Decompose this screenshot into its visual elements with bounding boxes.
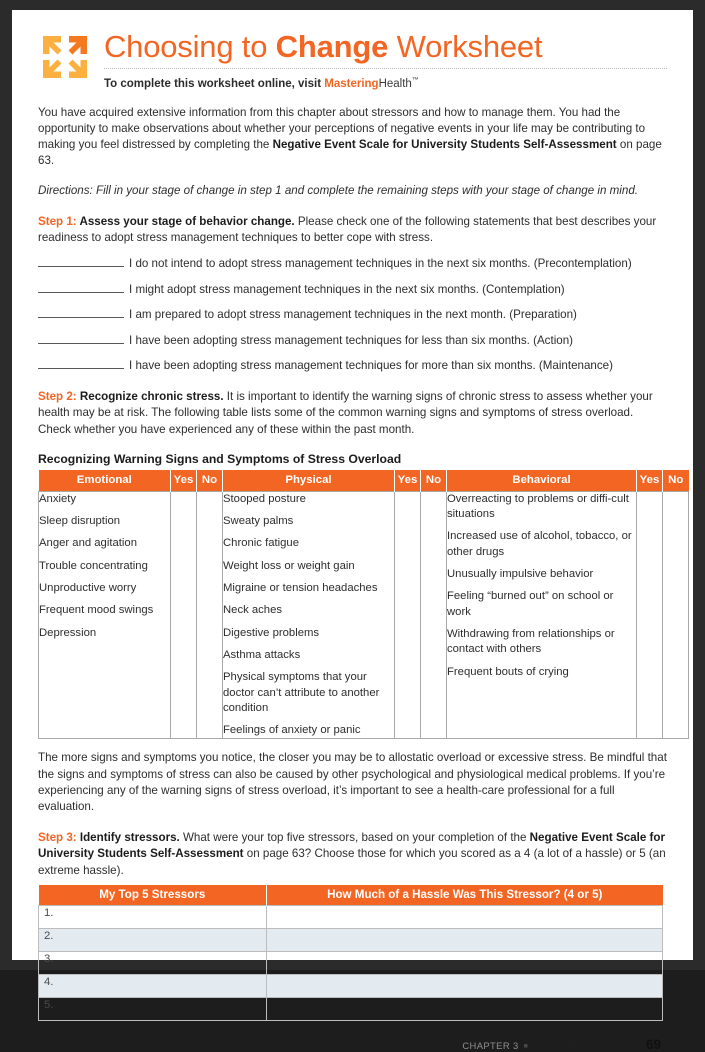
list-item: Frequent bouts of crying bbox=[447, 665, 569, 678]
step-3-block bbox=[38, 830, 667, 879]
list-item: Anxiety bbox=[39, 492, 77, 505]
list-item: Unusually impulsive behavior bbox=[447, 568, 594, 581]
list-item: Chronic fatigue bbox=[223, 537, 299, 550]
stage-option-blank-1[interactable] bbox=[38, 255, 124, 267]
trademark-symbol: ™ bbox=[411, 77, 419, 84]
stressor-number-cell[interactable]: 2. bbox=[39, 928, 267, 951]
stage-option-blank-4[interactable] bbox=[38, 332, 124, 344]
stage-option-blank-2[interactable] bbox=[38, 281, 124, 293]
table-row bbox=[39, 905, 663, 928]
footer-bullet-icon: ■ bbox=[523, 1042, 528, 1050]
physical-no-checkbox-cell[interactable] bbox=[421, 491, 447, 739]
list-item: Stooped posture bbox=[223, 492, 306, 505]
stage-option-label-2: I might adopt stress management techniques in the next six months. (Contemplation) bbox=[129, 282, 565, 296]
step-3-body-a: What were your top five stressors, based on your completion of the bbox=[179, 831, 530, 845]
step-3-heading: Identify stressors. bbox=[76, 831, 180, 845]
header-physical-no: No bbox=[421, 470, 447, 492]
step-3-assessment-name: Negative Event Scale for University Students Self-Assessment bbox=[38, 831, 665, 861]
hassle-value-cell[interactable] bbox=[267, 928, 663, 951]
physical-items-cell bbox=[223, 491, 395, 739]
step-3-label: Step 3: bbox=[38, 831, 77, 845]
header-emotional-no: No bbox=[197, 470, 223, 492]
hassle-value-cell[interactable] bbox=[267, 974, 663, 997]
header-behavioral-no: No bbox=[663, 470, 689, 492]
table-row bbox=[39, 951, 663, 974]
behavioral-items-cell bbox=[447, 491, 637, 739]
step-3-paragraph bbox=[38, 830, 667, 879]
intro-text-b: on page 63. bbox=[38, 138, 662, 168]
brand-health[interactable]: Health bbox=[378, 77, 412, 90]
stage-option-label-5: I have been adopting stress management techniques for more than six months. (Maintenance) bbox=[129, 359, 613, 373]
warning-signs-body-row bbox=[39, 491, 689, 739]
stressors-header-row bbox=[39, 885, 663, 906]
stage-option-row[interactable] bbox=[38, 306, 667, 323]
table-row bbox=[39, 928, 663, 951]
list-item: Trouble concentrating bbox=[39, 559, 148, 572]
warning-signs-table bbox=[38, 470, 689, 740]
list-item: Feelings of anxiety or panic bbox=[223, 724, 361, 737]
intro-assessment-name: Negative Event Scale for University Students Self-Assessment bbox=[272, 138, 617, 152]
step-2-heading: Recognize chronic stress. bbox=[76, 390, 224, 404]
list-item: Neck aches bbox=[223, 604, 283, 617]
step-2-label: Step 2: bbox=[38, 390, 77, 404]
footer-page-number: 69 bbox=[645, 1036, 661, 1052]
stage-option-row[interactable] bbox=[38, 332, 667, 349]
step-1-label: Step 1: bbox=[38, 214, 77, 228]
stressor-number-cell[interactable]: 4. bbox=[39, 974, 267, 997]
header-behavioral: Behavioral bbox=[447, 470, 637, 492]
stage-of-change-options bbox=[38, 255, 667, 374]
emotional-no-checkbox-cell[interactable] bbox=[197, 491, 223, 739]
page-footer bbox=[38, 1037, 667, 1052]
stage-option-label-1: I do not intend to adopt stress management techniques in the next six months. (Precontemplation) bbox=[129, 257, 632, 271]
header-physical: Physical bbox=[223, 470, 395, 492]
title-emphasis: Change bbox=[275, 29, 389, 64]
list-item: Increased use of alcohol, tobacco, or other drugs bbox=[447, 530, 632, 558]
footer-chapter: CHAPTER 3 bbox=[462, 1039, 519, 1051]
list-item: Depression bbox=[39, 626, 97, 639]
stage-option-label-3: I am prepared to adopt stress management techniques in the next month. (Preparation) bbox=[129, 308, 577, 322]
brand-mastering[interactable]: Mastering bbox=[324, 77, 379, 90]
physical-yes-checkbox-cell[interactable] bbox=[395, 491, 421, 739]
header-hassle-level: How Much of a Hassle Was This Stressor? (4 or 5) bbox=[267, 885, 663, 906]
list-item: Withdrawing from relationships or contact with others bbox=[447, 627, 615, 656]
post-table-note: The more signs and symptoms you notice, the closer you may be to allostatic overload or excessive stress. Be mindful that the signs and symptoms of stress can also be caused by other psychological and physiological medical problems. If you’re experiencing any of the warning signs of stress overload, it’s important to see a health-care professional for a full evaluation. bbox=[38, 751, 667, 814]
table-row bbox=[39, 997, 663, 1020]
hassle-value-cell[interactable] bbox=[267, 997, 663, 1020]
worksheet-page bbox=[12, 10, 693, 1052]
step-1-body: Please check one of the following statements that best describes your readiness to adopt stress management techniques to better cope with stress. bbox=[38, 214, 657, 245]
four-arrows-expand-logo bbox=[40, 33, 90, 81]
stage-option-row[interactable] bbox=[38, 281, 667, 298]
stressor-number-cell[interactable]: 5. bbox=[39, 997, 267, 1020]
list-item: Anger and agitation bbox=[39, 537, 137, 550]
top-stressors-table bbox=[38, 885, 663, 1021]
header-emotional-yes: Yes bbox=[171, 470, 197, 492]
table-row bbox=[39, 974, 663, 997]
list-item: Overreacting to problems or diffi-cult situations bbox=[447, 492, 629, 521]
title-divider bbox=[104, 68, 667, 69]
emotional-items-cell bbox=[39, 491, 171, 739]
warning-signs-table-caption: Recognizing Warning Signs and Symptoms of Stress Overload bbox=[38, 451, 402, 466]
step-1-paragraph bbox=[38, 214, 667, 246]
step-2-paragraph bbox=[38, 389, 667, 438]
online-access-line bbox=[104, 74, 667, 91]
directions-paragraph: Directions: Fill in your stage of change in step 1 and complete the remaining steps with your stage of change in mind. bbox=[38, 183, 638, 197]
list-item: Sleep disruption bbox=[39, 515, 121, 528]
step-1-heading: Assess your stage of behavior change. bbox=[76, 214, 295, 228]
step-2-body: It is important to identify the warning signs of chronic stress to assess whether your health may be at risk. The following table lists some of the common warning signs and symptoms of stress overload. Check whether you have experienced any of these within the past month. bbox=[38, 390, 653, 436]
list-item: Feeling “burned out” on school or work bbox=[447, 590, 614, 618]
footer-section-title: Stress Management bbox=[532, 1039, 633, 1052]
page-header bbox=[38, 28, 667, 91]
hassle-value-cell[interactable] bbox=[267, 905, 663, 928]
list-item: Unproductive worry bbox=[39, 582, 137, 595]
header-my-top-5-stressors: My Top 5 Stressors bbox=[39, 885, 267, 906]
list-item: Physical symptoms that your doctor can’t attribute to another condition bbox=[223, 671, 380, 714]
stage-option-blank-3[interactable] bbox=[38, 306, 124, 318]
online-access-prefix: To complete this worksheet online, visit bbox=[104, 77, 325, 90]
behavioral-no-checkbox-cell[interactable] bbox=[663, 491, 689, 739]
warning-signs-header-row bbox=[39, 470, 689, 492]
step-2-block bbox=[38, 389, 667, 438]
behavioral-yes-checkbox-cell[interactable] bbox=[637, 491, 663, 739]
header-physical-yes: Yes bbox=[395, 470, 421, 492]
emotional-yes-checkbox-cell[interactable] bbox=[171, 491, 197, 739]
list-item: Frequent mood swings bbox=[39, 604, 154, 617]
step-3-body-b: on page 63? Choose those for which you scored as a 4 (a lot of a hassle) or 5 (an extreme hassle). bbox=[38, 847, 666, 877]
list-item: Asthma attacks bbox=[223, 648, 301, 661]
title-part-2: Worksheet bbox=[388, 29, 543, 64]
hassle-value-cell[interactable] bbox=[267, 951, 663, 974]
list-item: Sweaty palms bbox=[223, 515, 294, 528]
list-item: Digestive problems bbox=[223, 626, 320, 639]
stage-option-label-4: I have been adopting stress management techniques for less than six months. (Action) bbox=[129, 333, 574, 347]
stressor-number-cell[interactable]: 3. bbox=[39, 951, 267, 974]
page-title bbox=[104, 28, 667, 65]
stage-option-blank-5[interactable] bbox=[38, 357, 124, 369]
header-text-block bbox=[104, 28, 667, 91]
stage-option-row[interactable] bbox=[38, 357, 667, 374]
header-emotional: Emotional bbox=[39, 470, 171, 492]
list-item: Migraine or tension headaches bbox=[223, 582, 378, 595]
header-behavioral-yes: Yes bbox=[637, 470, 663, 492]
stage-option-row[interactable] bbox=[38, 255, 667, 272]
stressor-number-cell[interactable]: 1. bbox=[39, 905, 267, 928]
intro-text-a: You have acquired extensive information from this chapter about stressors and how to manage them. You had the opportunity to make observations about whether your perceptions of negative events in your life may be contributing to making you feel distressed by completing the bbox=[38, 105, 646, 152]
step-1-block bbox=[38, 214, 667, 374]
list-item: Weight loss or weight gain bbox=[223, 559, 355, 572]
title-part-1: Choosing to bbox=[104, 29, 276, 64]
intro-paragraph bbox=[38, 105, 667, 170]
